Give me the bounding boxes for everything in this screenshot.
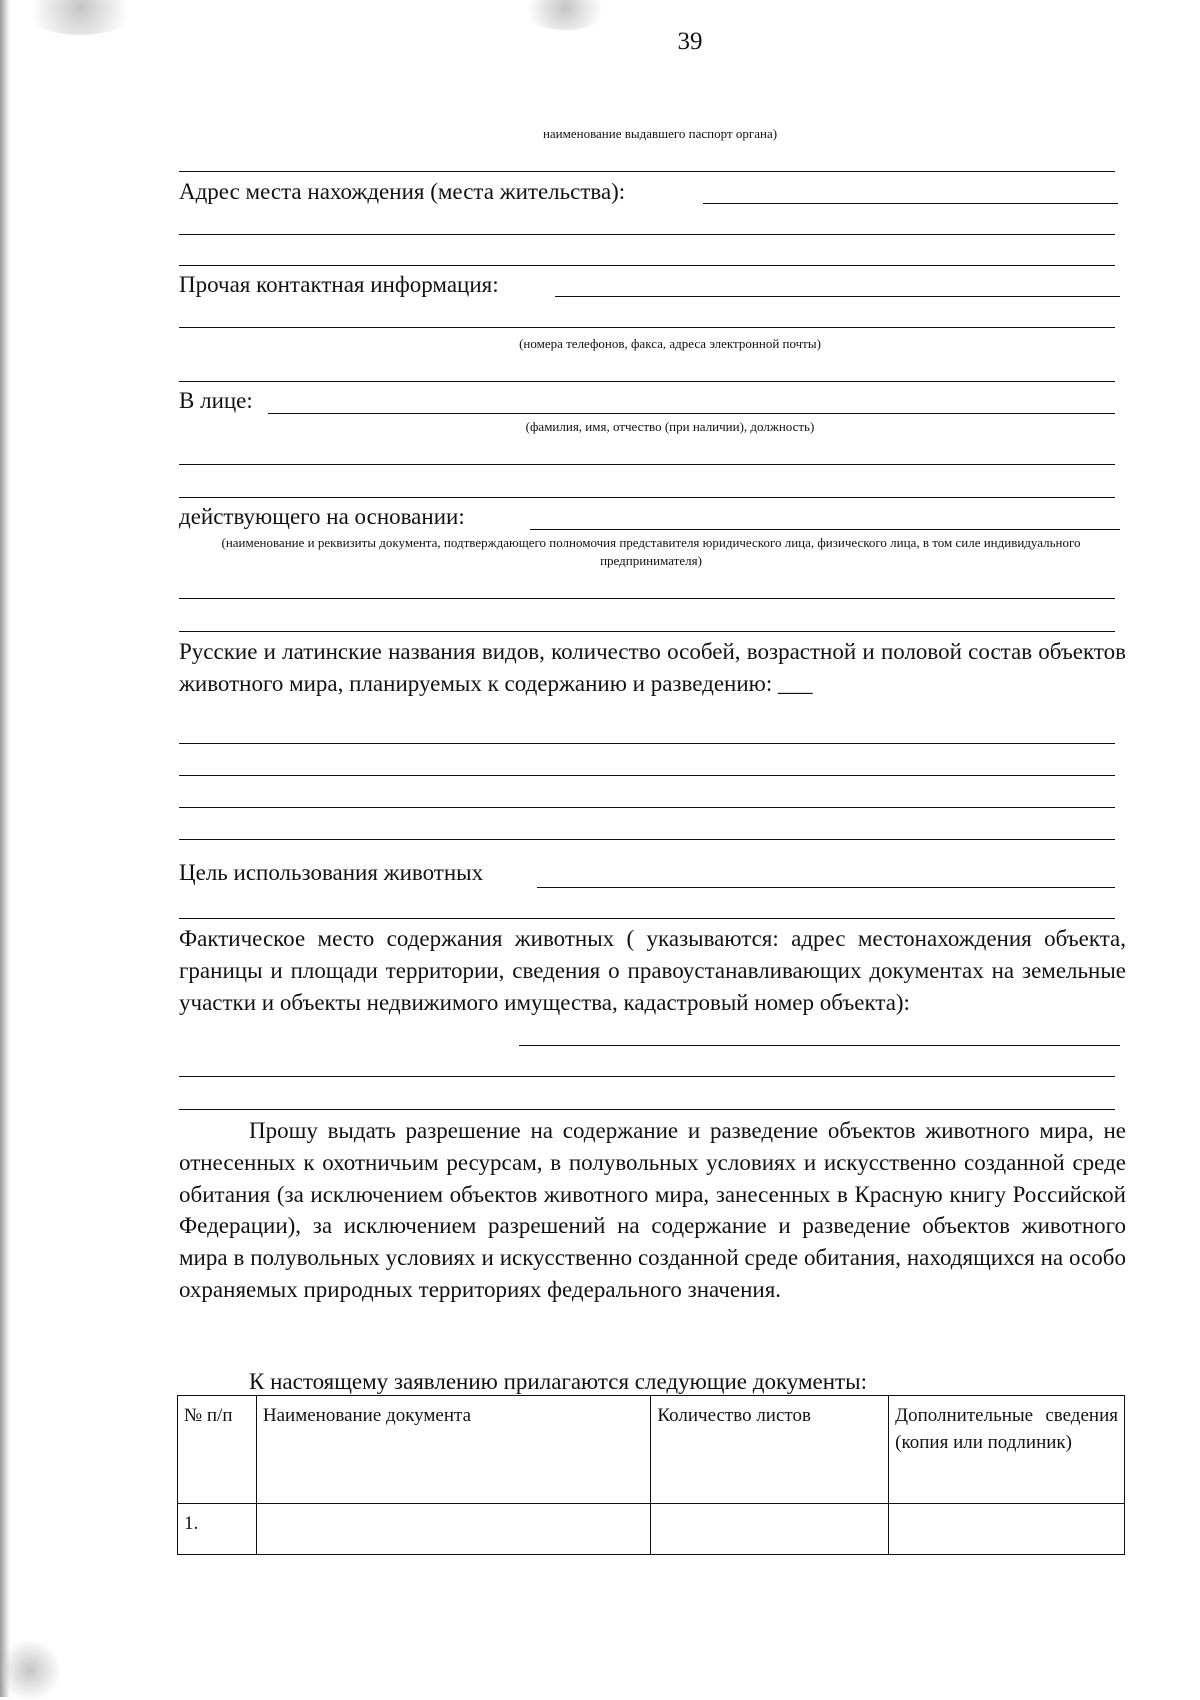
fill-line[interactable] <box>179 1076 1115 1077</box>
fill-line[interactable] <box>179 464 1115 465</box>
species-label: Русские и латинские названия видов, количество особей, возрастной и половой состав объектов животного мира, планируемых к содержанию и разведению: ___ <box>179 639 1126 696</box>
scan-smudge <box>520 0 610 30</box>
basis-fill-line[interactable] <box>530 529 1120 530</box>
representative-fill-line[interactable] <box>268 413 1115 414</box>
fill-line[interactable] <box>179 497 1115 498</box>
fill-line[interactable] <box>179 327 1115 328</box>
location-label: Фактическое место содержания животных ( указываются: адрес местонахождения объекта, границы и площади территории, сведения о правоустанавливающих документах на земельные участки и объекты недвижимого имущества, кадастровый номер объекта): <box>179 926 1126 1015</box>
scan-smudge <box>0 1640 60 1700</box>
fill-line[interactable] <box>179 234 1115 235</box>
scan-smudge <box>20 0 140 35</box>
basis-label: действующего на основании: <box>179 504 465 529</box>
purpose-fill-line[interactable] <box>537 887 1115 888</box>
column-header-document-name: Наименование документа <box>256 1396 651 1504</box>
fill-line[interactable] <box>179 839 1115 840</box>
location-fill-line[interactable] <box>519 1045 1120 1046</box>
cell-additional-info[interactable] <box>889 1504 1125 1555</box>
request-paragraph: Прошу выдать разрешение на содержание и разведение объектов животного мира, не отнесенных к охотничьим ресурсам, в полувольных условиях и искусственно созданной среде обитания (за исключением объектов животного мира, занесенных в Красную книгу Российской Федерации), за исключением разрешений на содержание и разведение объектов животного мира в полувольных условиях и искусственно созданной среде обитания, находящихся на особо охраняемых природных территориях федерального значения. <box>179 1118 1126 1302</box>
contacts-label: Прочая контактная информация: <box>179 272 499 297</box>
representative-label: В лице: <box>179 388 253 413</box>
fill-line[interactable] <box>179 598 1115 599</box>
column-header-additional-info: Дополнительные сведения (копия или подлиник) <box>889 1396 1125 1504</box>
representative-caption: (фамилия, имя, отчество (при наличии), должность) <box>525 419 815 434</box>
table-header-row <box>178 1396 1125 1504</box>
fill-line[interactable] <box>179 807 1115 808</box>
contacts-fill-line[interactable] <box>555 296 1120 297</box>
fill-line[interactable] <box>179 381 1115 382</box>
contacts-caption: (номера телефонов, факса, адреса электронной почты) <box>519 336 821 351</box>
fill-line[interactable] <box>179 918 1115 919</box>
fill-line[interactable] <box>179 775 1115 776</box>
fill-line[interactable] <box>179 1109 1115 1110</box>
purpose-label: Цель использования животных <box>179 860 484 885</box>
address-fill-line[interactable] <box>703 203 1118 204</box>
fill-line <box>179 171 1115 172</box>
fill-line[interactable] <box>179 743 1115 744</box>
cell-sheet-count[interactable] <box>651 1504 889 1555</box>
cell-number: 1. <box>178 1504 257 1555</box>
column-header-number: № п/п <box>178 1396 257 1504</box>
table-row <box>178 1504 1125 1555</box>
attachments-table <box>177 1395 1125 1555</box>
passport-issuer-caption: наименование выдавшего паспорт органа) <box>542 126 778 141</box>
attachments-intro: К настоящему заявлению прилагаются следующие документы: <box>249 1369 867 1394</box>
address-label: Адрес места нахождения (места жительства): <box>179 179 626 204</box>
page-number: 39 <box>677 28 703 55</box>
column-header-sheet-count: Количество листов <box>651 1396 889 1504</box>
scan-edge <box>0 0 10 1697</box>
fill-line[interactable] <box>179 265 1115 266</box>
basis-caption: (наименование и реквизиты документа, подтверждающего полномочия представителя юридического лица, физического лица, в том силе индивидуального предпринимателя) <box>221 535 1081 568</box>
fill-line[interactable] <box>179 631 1115 632</box>
cell-document-name[interactable] <box>256 1504 651 1555</box>
